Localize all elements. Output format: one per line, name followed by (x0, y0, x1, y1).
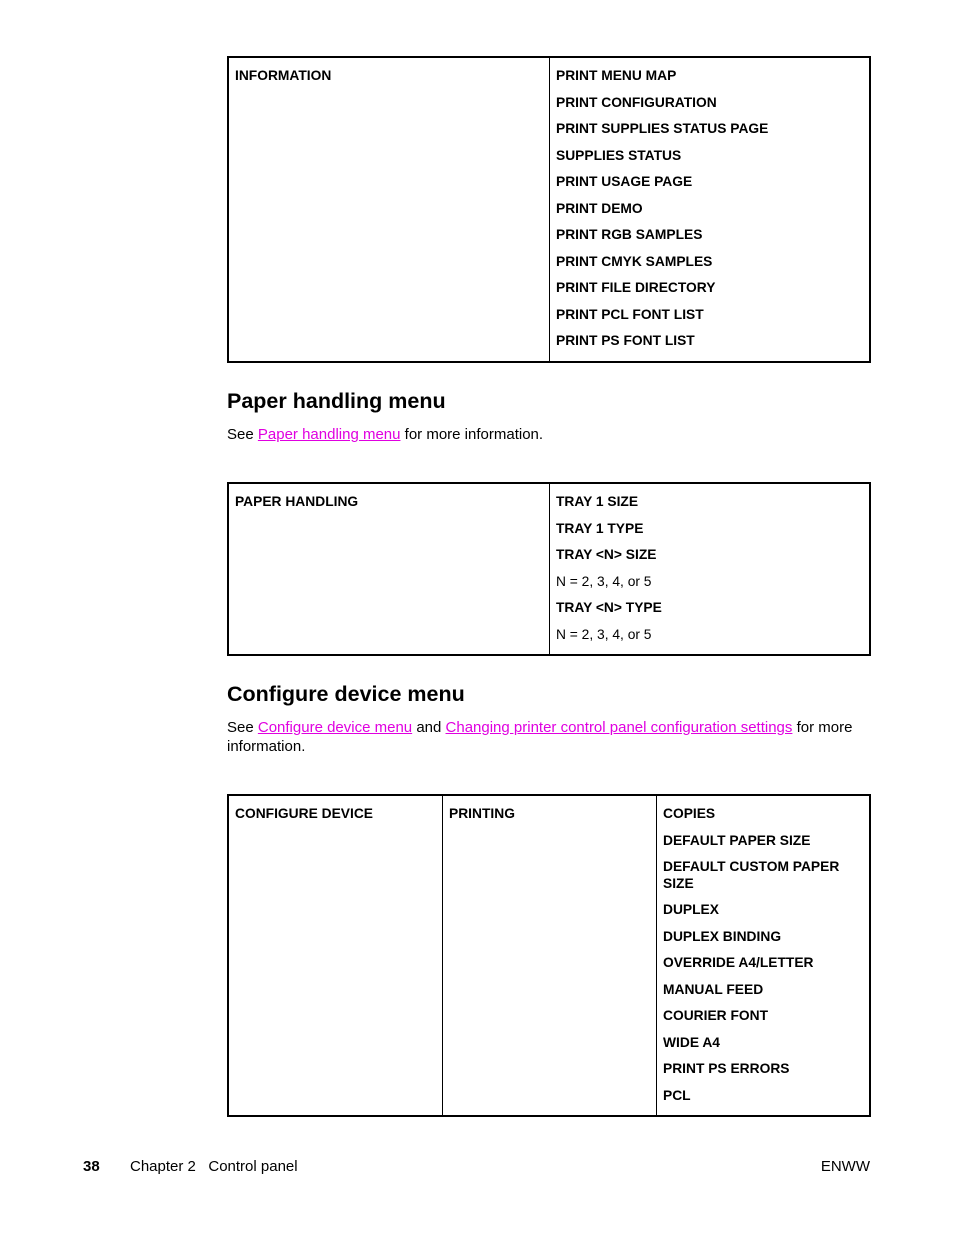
and-text: and (416, 719, 442, 736)
menu-item: TRAY 1 TYPE (556, 520, 644, 536)
chapter-title: Chapter 2 Control panel (130, 1158, 298, 1175)
information-menu-table (227, 56, 871, 363)
menu-item: PRINT MENU MAP (556, 68, 677, 83)
configure-device-menu-table (227, 794, 871, 1117)
menu-item: DUPLEX BINDING (663, 928, 782, 944)
menu-name: PAPER HANDLING (235, 494, 359, 509)
menu-item-note: N = 2, 3, 4, or 5 (556, 573, 652, 589)
menu-item: MANUAL FEED (663, 981, 764, 997)
submenu-name: PRINTING (449, 806, 515, 821)
menu-item: PRINT PCL FONT LIST (556, 306, 704, 322)
menu-item: PRINT CMYK SAMPLES (556, 253, 713, 269)
menu-item: WIDE A4 (663, 1034, 720, 1050)
page-number: 38 (83, 1158, 100, 1175)
menu-item: COPIES (663, 806, 716, 821)
paper-handling-description (227, 425, 857, 444)
section-heading-paper-handling: Paper handling menu (227, 389, 446, 413)
menu-item: PRINT PS FONT LIST (556, 333, 695, 348)
configure-device-description (227, 718, 857, 756)
menu-item: DEFAULT PAPER SIZE (663, 832, 811, 848)
menu-item: PRINT CONFIGURATION (556, 94, 717, 110)
paper-handling-menu-table (227, 482, 871, 656)
see-text: See (227, 426, 254, 443)
after-text: for more information. (227, 719, 853, 755)
menu-name: INFORMATION (235, 68, 332, 83)
footer-right-label: ENWW (820, 1158, 870, 1175)
menu-item: TRAY 1 SIZE (556, 494, 639, 509)
menu-name: CONFIGURE DEVICE (235, 806, 373, 821)
menu-item: SUPPLIES STATUS (556, 147, 682, 163)
paper-handling-menu-link[interactable]: Paper handling menu (257, 426, 401, 443)
menu-item: TRAY <N> TYPE (556, 600, 662, 615)
menu-item: PCL (663, 1087, 691, 1103)
after-text: for more information. (404, 426, 544, 443)
menu-item: PRINT USAGE PAGE (556, 174, 693, 189)
table-cell-menu (228, 57, 550, 362)
menu-item-note: N = 2, 3, 4, or 5 (556, 626, 652, 642)
table-cell-items (657, 795, 871, 1116)
table-cell-submenu (443, 795, 657, 1116)
menu-item: TRAY <N> SIZE (556, 547, 657, 562)
section-heading-configure-device: Configure device menu (227, 682, 465, 706)
menu-item: PRINT FILE DIRECTORY (556, 280, 716, 295)
menu-item: PRINT SUPPLIES STATUS PAGE (556, 121, 769, 136)
menu-item: PRINT DEMO (556, 200, 643, 216)
changing-control-panel-settings-link[interactable]: Changing printer control panel configuration settings (445, 719, 793, 736)
menu-item: DUPLEX (663, 902, 719, 917)
menu-item: OVERRIDE A4/LETTER (663, 955, 814, 970)
table-cell-items (550, 483, 871, 655)
configure-device-menu-link[interactable]: Configure device menu (257, 719, 413, 736)
menu-item: PRINT RGB SAMPLES (556, 227, 703, 242)
table-cell-menu (228, 795, 443, 1116)
menu-item: PRINT PS ERRORS (663, 1061, 790, 1076)
see-text: See (227, 719, 254, 736)
table-cell-menu (228, 483, 550, 655)
menu-item: DEFAULT CUSTOM PAPER SIZE (663, 859, 840, 891)
menu-item: COURIER FONT (663, 1008, 769, 1023)
table-cell-items (550, 57, 871, 362)
